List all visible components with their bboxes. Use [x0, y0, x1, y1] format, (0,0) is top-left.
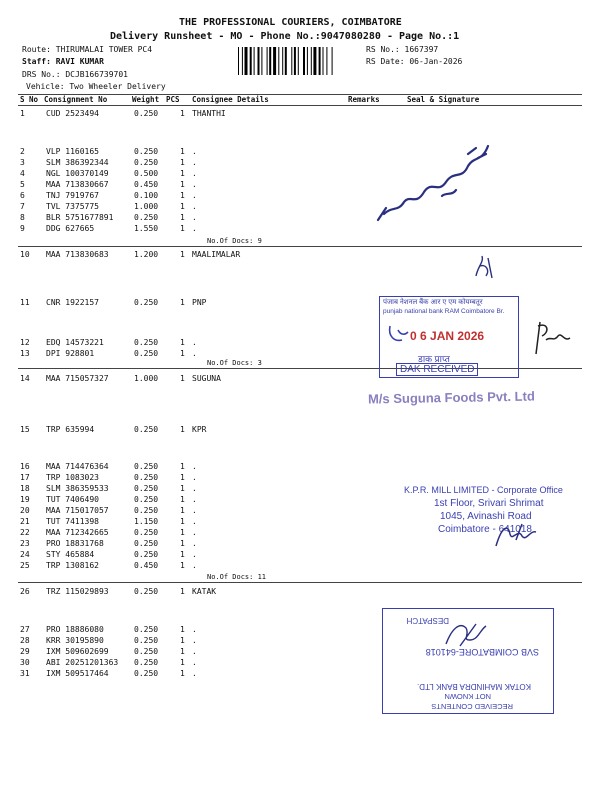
row-weight: 0.500: [134, 169, 159, 178]
row-sno: 21: [20, 517, 30, 526]
row-consignment: CUD 2523494: [46, 109, 99, 118]
row-consignee: .: [192, 224, 197, 233]
table-row: [0, 425, 600, 435]
row-pcs: 1: [180, 224, 185, 233]
row-consignee: .: [192, 495, 197, 504]
col-consignment: Consignment No: [44, 95, 108, 104]
kotak-line4: SVB COIMBATORE-641018: [425, 647, 539, 657]
staff-label: Staff: RAVI KUMAR: [22, 57, 104, 66]
row-consignment: IXM 509517464: [46, 669, 109, 678]
row-weight: 1.150: [134, 517, 159, 526]
row-consignee: .: [192, 669, 197, 678]
rs-date: RS Date: 06-Jan-2026: [366, 57, 463, 66]
row-consignee: .: [192, 658, 197, 667]
signature-26: [440, 618, 490, 650]
row-consignment: IXM 509602699: [46, 647, 109, 656]
row-consignee: SUGUNA: [192, 374, 221, 383]
row-sno: 20: [20, 506, 30, 515]
row-weight: 0.250: [134, 425, 159, 434]
row-consignee: KPR: [192, 425, 207, 434]
kotak-line3: KOTAK MAHINDRA BANK LTD.: [417, 682, 531, 691]
row-consignment: MAA 712342665: [46, 528, 109, 537]
row-sno: 1: [20, 109, 25, 118]
row-consignee: .: [192, 338, 197, 347]
table-row: [0, 213, 600, 223]
row-sno: 17: [20, 473, 30, 482]
row-sno: 11: [20, 298, 30, 307]
row-pcs: 1: [180, 191, 185, 200]
separator-line: [18, 582, 582, 583]
row-consignee: .: [192, 147, 197, 156]
signature-11: [528, 318, 574, 358]
row-consignment: EDQ 14573221: [46, 338, 104, 347]
row-weight: 0.250: [134, 495, 159, 504]
row-sno: 22: [20, 528, 30, 537]
pnb-stamp-english: punjab national bank RAM Coimbatore Br.: [383, 308, 505, 315]
table-row: [0, 180, 600, 190]
row-sno: 30: [20, 658, 30, 667]
row-weight: 0.250: [134, 636, 159, 645]
kpr-line3: 1045, Avinashi Road: [440, 511, 532, 522]
row-sno: 19: [20, 495, 30, 504]
kpr-line2: 1st Floor, Srivari Shrimat: [434, 498, 544, 509]
row-consignee: MAALIMALAR: [192, 250, 241, 259]
runsheet-subtitle: Delivery Runsheet - MO - Phone No.:9047080280 - Page No.:1: [110, 31, 460, 42]
row-consignee: .: [192, 473, 197, 482]
row-sno: 28: [20, 636, 30, 645]
kpr-line4: Coimbatore - 641018: [438, 524, 532, 535]
signature-1: [372, 136, 502, 226]
row-sno: 25: [20, 561, 30, 570]
row-sno: 4: [20, 169, 25, 178]
row-consignment: TRP 635994: [46, 425, 95, 434]
col-weight: Weight: [132, 95, 160, 104]
row-pcs: 1: [180, 561, 185, 570]
row-consignment: CNR 1922157: [46, 298, 99, 307]
row-pcs: 1: [180, 473, 185, 482]
row-consignee: PNP: [192, 298, 207, 307]
row-weight: 0.250: [134, 462, 159, 471]
row-consignment: MAA 713830667: [46, 180, 109, 189]
row-consignee: .: [192, 625, 197, 634]
row-pcs: 1: [180, 250, 185, 259]
row-sno: 18: [20, 484, 30, 493]
doc-count-group1: No.Of Docs: 9: [207, 237, 262, 245]
row-consignment: TRP 1308162: [46, 561, 99, 570]
row-sno: 6: [20, 191, 25, 200]
row-weight: 1.550: [134, 224, 159, 233]
row-weight: 1.000: [134, 374, 159, 383]
row-consignee: .: [192, 550, 197, 559]
row-consignment: NGL 100370149: [46, 169, 109, 178]
row-consignment: TRP 1083023: [46, 473, 99, 482]
row-weight: 0.250: [134, 539, 159, 548]
row-consignment: BLR 5751677891: [46, 213, 114, 222]
row-consignee: .: [192, 213, 197, 222]
row-weight: 0.250: [134, 669, 159, 678]
row-consignee: .: [192, 169, 197, 178]
row-consignee: .: [192, 647, 197, 656]
pnb-stamp-date: 0 6 JAN 2026: [410, 329, 485, 343]
row-consignment: KRR 30195890: [46, 636, 104, 645]
row-weight: 0.250: [134, 550, 159, 559]
row-pcs: 1: [180, 550, 185, 559]
row-sno: 31: [20, 669, 30, 678]
row-consignment: TVL 7375775: [46, 202, 99, 211]
row-pcs: 1: [180, 169, 185, 178]
row-sno: 26: [20, 587, 30, 596]
row-sno: 14: [20, 374, 30, 383]
row-weight: 0.250: [134, 473, 159, 482]
kotak-line5: DESPATCH: [406, 616, 449, 625]
table-row: [0, 250, 600, 260]
row-pcs: 1: [180, 625, 185, 634]
table-row: [0, 462, 600, 472]
row-sno: 23: [20, 539, 30, 548]
row-pcs: 1: [180, 587, 185, 596]
table-row: [0, 587, 600, 597]
row-consignment: SLM 386392344: [46, 158, 109, 167]
col-signature: Seal & Signature: [407, 95, 480, 104]
table-row: [0, 202, 600, 212]
signature-15: [492, 520, 544, 550]
table-row: [0, 109, 600, 119]
drs-label: DRS No.: DCJB166739701: [22, 70, 128, 79]
row-weight: 0.250: [134, 298, 159, 307]
row-consignee: .: [192, 202, 197, 211]
row-pcs: 1: [180, 374, 185, 383]
row-weight: 0.250: [134, 587, 159, 596]
signature-10: [470, 252, 500, 282]
signature-pnb: [386, 322, 412, 346]
row-pcs: 1: [180, 528, 185, 537]
row-consignee: .: [192, 484, 197, 493]
row-sno: 7: [20, 202, 25, 211]
row-consignee: .: [192, 528, 197, 537]
row-sno: 3: [20, 158, 25, 167]
row-consignment: STY 465884: [46, 550, 95, 559]
row-pcs: 1: [180, 338, 185, 347]
barcode: [238, 47, 362, 75]
row-consignment: DDG 627665: [46, 224, 95, 233]
col-consignee: Consignee Details: [192, 95, 269, 104]
row-consignee: .: [192, 191, 197, 200]
row-consignment: DPI 928801: [46, 349, 95, 358]
row-sno: 29: [20, 647, 30, 656]
row-consignment: SLM 386359533: [46, 484, 109, 493]
row-consignment: TUT 7406490: [46, 495, 99, 504]
row-weight: 0.250: [134, 109, 159, 118]
table-row: [0, 191, 600, 201]
row-consignment: PRO 18831768: [46, 539, 104, 548]
row-consignment: TNJ 7919767: [46, 191, 99, 200]
row-pcs: 1: [180, 462, 185, 471]
row-weight: 0.250: [134, 658, 159, 667]
row-weight: 0.250: [134, 647, 159, 656]
row-weight: 1.200: [134, 250, 159, 259]
row-consignee: KATAK: [192, 587, 217, 596]
row-consignee: .: [192, 349, 197, 358]
route-label: Route: THIRUMALAI TOWER PC4: [22, 45, 153, 54]
row-pcs: 1: [180, 669, 185, 678]
row-consignee: .: [192, 539, 197, 548]
row-consignee: .: [192, 561, 197, 570]
table-row: [0, 169, 600, 179]
row-weight: 0.250: [134, 528, 159, 537]
row-weight: 0.450: [134, 180, 159, 189]
row-pcs: 1: [180, 539, 185, 548]
row-weight: 0.250: [134, 338, 159, 347]
table-row: [0, 561, 600, 571]
row-consignment: MAA 713830683: [46, 250, 109, 259]
row-sno: 8: [20, 213, 25, 222]
table-row: [0, 147, 600, 157]
col-pcs: PCS: [166, 95, 180, 104]
table-row: [0, 550, 600, 560]
row-consignee: .: [192, 517, 197, 526]
row-sno: 10: [20, 250, 30, 259]
row-pcs: 1: [180, 202, 185, 211]
row-pcs: 1: [180, 517, 185, 526]
row-weight: 0.250: [134, 506, 159, 515]
row-sno: 13: [20, 349, 30, 358]
row-pcs: 1: [180, 213, 185, 222]
header-rule-bottom: [18, 105, 582, 106]
row-consignee: .: [192, 636, 197, 645]
table-row: [0, 158, 600, 168]
row-weight: 0.250: [134, 484, 159, 493]
vehicle-label: Vehicle: Two Wheeler Delivery: [26, 82, 166, 91]
row-consignment: ABI 20251201363: [46, 658, 119, 667]
row-consignee: .: [192, 180, 197, 189]
row-consignment: MAA 714476364: [46, 462, 109, 471]
table-row: [0, 224, 600, 234]
suguna-stamp: M/s Suguna Foods Pvt. Ltd: [367, 388, 535, 407]
col-remarks: Remarks: [348, 95, 380, 104]
row-pcs: 1: [180, 658, 185, 667]
row-weight: 0.250: [134, 158, 159, 167]
rs-number: RS No.: 1667397: [366, 45, 439, 54]
pnb-stamp-hindi: पंजाब नेशनल बैंक आर ए एम कोयम्बतूर: [383, 299, 483, 306]
row-pcs: 1: [180, 484, 185, 493]
row-consignee: .: [192, 506, 197, 515]
row-consignment: PRO 18886080: [46, 625, 104, 634]
kotak-line1: RECEIVED CONTENTS: [431, 702, 513, 711]
row-consignment: TUT 7411398: [46, 517, 99, 526]
row-sno: 9: [20, 224, 25, 233]
row-weight: 0.250: [134, 349, 159, 358]
row-pcs: 1: [180, 349, 185, 358]
row-weight: 1.000: [134, 202, 159, 211]
separator-line: [18, 246, 582, 247]
row-weight: 0.250: [134, 147, 159, 156]
row-pcs: 1: [180, 180, 185, 189]
row-sno: 12: [20, 338, 30, 347]
row-sno: 24: [20, 550, 30, 559]
row-sno: 2: [20, 147, 25, 156]
table-row: [0, 473, 600, 483]
row-consignment: MAA 715017057: [46, 506, 109, 515]
pnb-dak-hindi: डाक प्राप्त: [418, 354, 450, 364]
row-consignment: TRZ 115029893: [46, 587, 109, 596]
row-consignment: MAA 715057327: [46, 374, 109, 383]
row-weight: 0.250: [134, 625, 159, 634]
kotak-line2: NOT KNOWN: [444, 692, 491, 701]
row-sno: 16: [20, 462, 30, 471]
row-consignee: THANTHI: [192, 109, 226, 118]
row-pcs: 1: [180, 636, 185, 645]
row-sno: 15: [20, 425, 30, 434]
row-weight: 0.450: [134, 561, 159, 570]
row-consignee: .: [192, 462, 197, 471]
row-sno: 27: [20, 625, 30, 634]
doc-count-group2: No.Of Docs: 3: [207, 359, 262, 367]
pnb-dak-received: DAK RECEIVED: [396, 363, 478, 376]
row-pcs: 1: [180, 495, 185, 504]
row-consignee: .: [192, 158, 197, 167]
row-pcs: 1: [180, 647, 185, 656]
row-weight: 0.100: [134, 191, 159, 200]
kpr-line1: K.P.R. MILL LIMITED - Corporate Office: [404, 485, 563, 495]
row-sno: 5: [20, 180, 25, 189]
doc-count-group3: No.Of Docs: 11: [207, 573, 267, 581]
row-pcs: 1: [180, 147, 185, 156]
col-sno: S No: [20, 95, 39, 104]
row-consignment: VLP 1160165: [46, 147, 99, 156]
row-pcs: 1: [180, 425, 185, 434]
row-pcs: 1: [180, 506, 185, 515]
row-weight: 0.250: [134, 213, 159, 222]
row-pcs: 1: [180, 158, 185, 167]
company-title: THE PROFESSIONAL COURIERS, COIMBATORE: [179, 17, 402, 28]
row-pcs: 1: [180, 109, 185, 118]
row-pcs: 1: [180, 298, 185, 307]
